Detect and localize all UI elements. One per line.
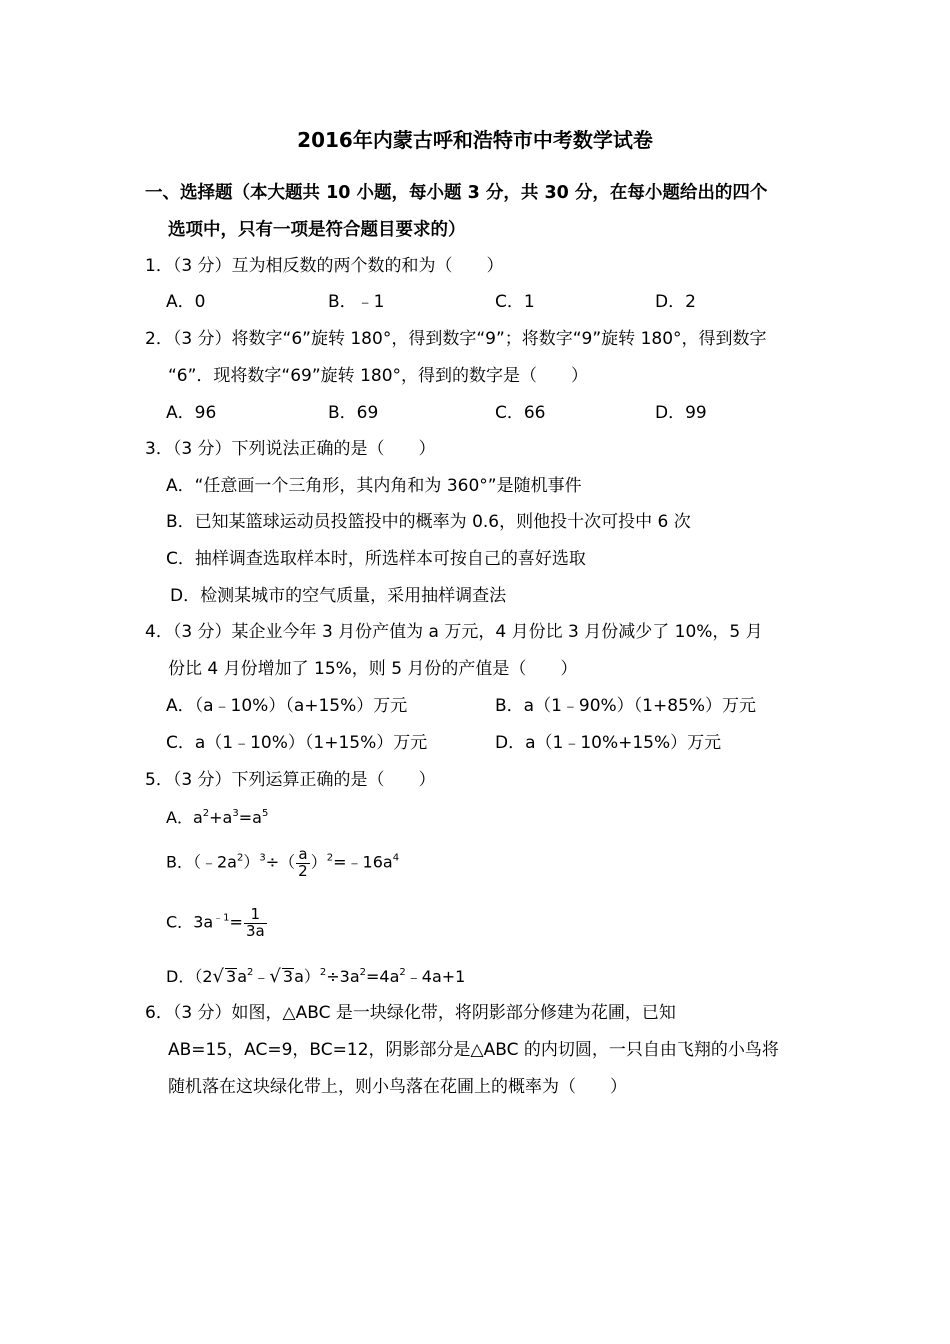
section-heading-line1: 一、选择题（本大题共 10 小题，每小题 3 分，共 30 分，在每小题给出的四个 [145, 183, 768, 203]
question-6-stem-line2: AB=15，AC=9，BC=12，阴影部分是△ABC 的内切圆，一只自由飞翔的小鸟将 [168, 1040, 779, 1060]
question-5-option-b: B．$(﹣2a^2)^3\div$（ $\frac{a}{2}$ ）$^2=﹣16a^4$ [166, 845, 400, 880]
question-5-option-a: A．$a^2+a^3=a^5$ [166, 808, 269, 827]
question-4-option-c: C．a（1﹣10%）（1+15%）万元 [166, 733, 428, 753]
exam-title: 2016年内蒙古呼和浩特市中考数学试卷 [297, 128, 653, 152]
question-1-stem: 1．（3 分）互为相反数的两个数的和为（ ） [145, 256, 504, 276]
question-1-option-c: C．1 [495, 292, 535, 312]
question-2-option-d: D．99 [655, 403, 707, 423]
question-4-option-b: B．a（1﹣90%）（1+85%）万元 [495, 696, 757, 716]
question-6-stem-line3: 随机落在这块绿化带上，则小鸟落在花圃上的概率为（ ） [168, 1077, 627, 1097]
fraction-a-over-2: $\frac{a}{2}$ [298, 845, 308, 880]
question-2-stem-line2: “6”．现将数字“69”旋转 180°，得到的数字是（ ） [168, 366, 589, 386]
question-4-stem-line1: 4．（3 分）某企业今年 3 月份产值为 a 万元，4 月份比 3 月份减少了 10%，5 月 [145, 622, 763, 642]
question-1-option-d: D．2 [655, 292, 696, 312]
question-5-option-d: D．（2√ $3a^2﹣√$ $3a)^2\div 3a^2=4a^2﹣4a+1$ [166, 966, 466, 987]
question-3-option-c: C．抽样调查选取样本时，所选样本可按自己的喜好选取 [166, 549, 586, 569]
question-5-stem: 5．（3 分）下列运算正确的是（ ） [145, 770, 436, 790]
question-6-stem-line1: 6．（3 分）如图，△ABC 是一块绿化带，将阴影部分修建为花圃，已知 [145, 1003, 676, 1023]
question-4-option-d: D．a（1﹣10%+15%）万元 [495, 733, 722, 753]
question-3-stem: 3．（3 分）下列说法正确的是（ ） [145, 439, 436, 459]
question-3-option-d: D．检测某城市的空气质量，采用抽样调查法 [170, 586, 507, 606]
question-1-option-b: B．﹣1 [328, 292, 385, 312]
question-2-stem-line1: 2．（3 分）将数字“6”旋转 180°，得到数字“9”；将数字“9”旋转 180°，得到数字 [145, 329, 767, 349]
question-4-option-a: A．（a﹣10%）（a+15%）万元 [166, 696, 408, 716]
fraction-1-over-3a: $\frac{1}{3a}$ [245, 905, 265, 940]
question-1-option-a: A．0 [166, 292, 206, 312]
question-2-option-b: B．69 [328, 403, 379, 423]
question-4-stem-line2: 份比 4 月份增加了 15%，则 5 月份的产值是（ ） [168, 659, 578, 679]
question-3-option-a: A．“任意画一个三角形，其内角和为 360°”是随机事件 [166, 476, 582, 496]
section-heading-line2: 选项中，只有一项是符合题目要求的） [168, 220, 466, 240]
question-2-option-a: A．96 [166, 403, 217, 423]
question-5-option-c: C．$3a^{﹣1}=$ $\frac{1}{3a}$ [166, 905, 265, 940]
question-3-option-b: B．已知某篮球运动员投篮投中的概率为 0.6，则他投十次可投中 6 次 [166, 512, 691, 532]
question-2-option-c: C．66 [495, 403, 546, 423]
